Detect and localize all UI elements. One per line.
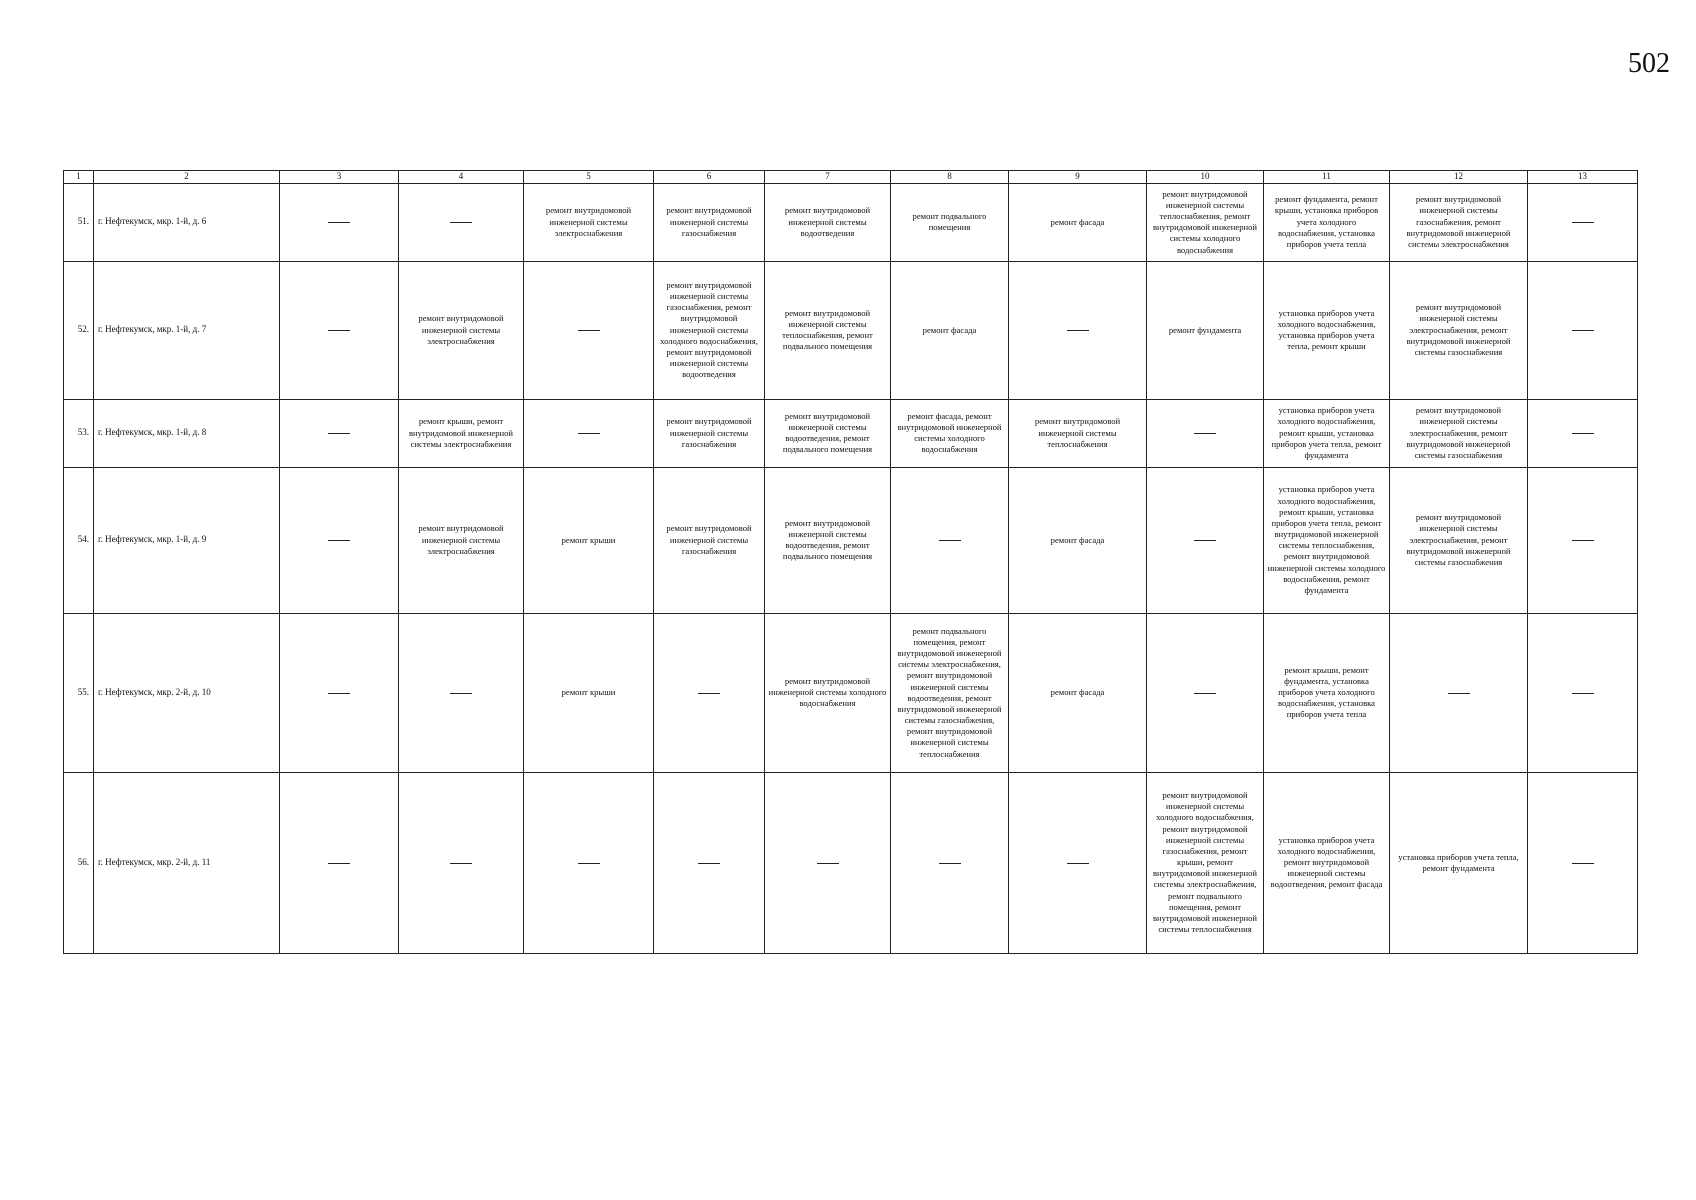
dash-mark	[1448, 693, 1470, 694]
column-header-4: 4	[399, 171, 524, 184]
work-cell-col-12: ремонт внутридомовой инженерной системы электроснабжения, ремонт внутридомовой инженерной системы газоснабжения	[1390, 399, 1528, 467]
work-cell-col-5: ремонт крыши	[524, 613, 654, 772]
empty-cell-dash	[399, 613, 524, 772]
work-cell-col-11: установка приборов учета холодного водоснабжения, ремонт внутридомовой инженерной системы водоотведения, ремонт фасада	[1264, 772, 1390, 953]
dash-mark	[450, 222, 472, 223]
work-cell-col-4: ремонт внутридомовой инженерной системы электроснабжения	[399, 261, 524, 399]
empty-cell-dash	[1528, 183, 1638, 261]
work-cell-col-12: установка приборов учета тепла, ремонт фундамента	[1390, 772, 1528, 953]
column-header-7: 7	[765, 171, 891, 184]
empty-cell-dash	[524, 772, 654, 953]
empty-cell-dash	[1009, 772, 1147, 953]
work-cell-col-8: ремонт фасада, ремонт внутридомовой инженерной системы холодного водоснабжения	[891, 399, 1009, 467]
page-number: 502	[1628, 48, 1670, 79]
empty-cell-dash	[654, 772, 765, 953]
empty-cell-dash	[280, 613, 399, 772]
empty-cell-dash	[1528, 261, 1638, 399]
work-cell-col-6: ремонт внутридомовой инженерной системы газоснабжения	[654, 183, 765, 261]
table-row	[64, 183, 1638, 261]
row-address: г. Нефтекумск, мкр. 1-й, д. 6	[94, 183, 280, 261]
dash-mark	[578, 433, 600, 434]
dash-mark	[1572, 540, 1594, 541]
dash-mark	[1194, 433, 1216, 434]
empty-cell-dash	[1147, 399, 1264, 467]
row-number: 52.	[64, 261, 94, 399]
row-number: 53.	[64, 399, 94, 467]
dash-mark	[578, 330, 600, 331]
work-cell-col-11: установка приборов учета холодного водоснабжения, ремонт крыши, установка приборов учета тепла, ремонт фундамента	[1264, 399, 1390, 467]
row-address: г. Нефтекумск, мкр. 2-й, д. 11	[94, 772, 280, 953]
work-cell-col-8: ремонт подвального помещения	[891, 183, 1009, 261]
work-cell-col-11: ремонт крыши, ремонт фундамента, установка приборов учета холодного водоснабжения, установка приборов учета тепла	[1264, 613, 1390, 772]
dash-mark	[1194, 693, 1216, 694]
column-header-3: 3	[280, 171, 399, 184]
dash-mark	[328, 863, 350, 864]
work-cell-col-7: ремонт внутридомовой инженерной системы теплоснабжения, ремонт подвального помещения	[765, 261, 891, 399]
work-cell-col-7: ремонт внутридомовой инженерной системы водоотведения, ремонт подвального помещения	[765, 467, 891, 613]
work-cell-col-9: ремонт фасада	[1009, 613, 1147, 772]
row-address: г. Нефтекумск, мкр. 1-й, д. 7	[94, 261, 280, 399]
dash-mark	[1067, 330, 1089, 331]
empty-cell-dash	[1528, 613, 1638, 772]
empty-cell-dash	[765, 772, 891, 953]
column-header-10: 10	[1147, 171, 1264, 184]
work-cell-col-9: ремонт фасада	[1009, 467, 1147, 613]
work-cell-col-7: ремонт внутридомовой инженерной системы холодного водоснабжения	[765, 613, 891, 772]
dash-mark	[328, 693, 350, 694]
column-number-header	[64, 171, 1638, 184]
work-cell-col-5: ремонт внутридомовой инженерной системы электроснабжения	[524, 183, 654, 261]
empty-cell-dash	[280, 183, 399, 261]
work-cell-col-10: ремонт фундамента	[1147, 261, 1264, 399]
work-cell-col-6: ремонт внутридомовой инженерной системы газоснабжения	[654, 467, 765, 613]
column-header-12: 12	[1390, 171, 1528, 184]
row-address: г. Нефтекумск, мкр. 2-й, д. 10	[94, 613, 280, 772]
work-cell-col-10: ремонт внутридомовой инженерной системы холодного водоснабжения, ремонт внутридомовой инженерной системы газоснабжения, ремонт крыши, ремонт внутридомовой инженерной системы электроснабжения, ремонт подвального помещения, ремонт внутридомовой инженерной системы теплоснабжения	[1147, 772, 1264, 953]
empty-cell-dash	[1147, 467, 1264, 613]
dash-mark	[1572, 433, 1594, 434]
column-header-5: 5	[524, 171, 654, 184]
column-header-11: 11	[1264, 171, 1390, 184]
empty-cell-dash	[891, 772, 1009, 953]
dash-mark	[328, 433, 350, 434]
empty-cell-dash	[1009, 261, 1147, 399]
work-cell-col-12: ремонт внутридомовой инженерной системы электроснабжения, ремонт внутридомовой инженерной системы газоснабжения	[1390, 467, 1528, 613]
dash-mark	[1572, 693, 1594, 694]
table-body	[64, 183, 1638, 953]
work-cell-col-6: ремонт внутридомовой инженерной системы газоснабжения, ремонт внутридомовой инженерной системы холодного водоснабжения, ремонт внутридомовой инженерной системы водоотведения	[654, 261, 765, 399]
row-number: 55.	[64, 613, 94, 772]
row-address: г. Нефтекумск, мкр. 1-й, д. 8	[94, 399, 280, 467]
work-cell-col-8: ремонт фасада	[891, 261, 1009, 399]
dash-mark	[328, 222, 350, 223]
dash-mark	[817, 863, 839, 864]
work-cell-col-4: ремонт крыши, ремонт внутридомовой инженерной системы электроснабжения	[399, 399, 524, 467]
work-cell-col-11: ремонт фундамента, ремонт крыши, установка приборов учета холодного водоснабжения, установка приборов учета тепла	[1264, 183, 1390, 261]
empty-cell-dash	[399, 183, 524, 261]
dash-mark	[1067, 863, 1089, 864]
column-header-6: 6	[654, 171, 765, 184]
work-cell-col-9: ремонт фасада	[1009, 183, 1147, 261]
dash-mark	[1572, 222, 1594, 223]
work-cell-col-11: установка приборов учета холодного водоснабжения, установка приборов учета тепла, ремонт крыши	[1264, 261, 1390, 399]
empty-cell-dash	[1528, 399, 1638, 467]
dash-mark	[698, 863, 720, 864]
work-cell-col-6: ремонт внутридомовой инженерной системы газоснабжения	[654, 399, 765, 467]
empty-cell-dash	[891, 467, 1009, 613]
empty-cell-dash	[280, 261, 399, 399]
empty-cell-dash	[654, 613, 765, 772]
dash-mark	[450, 693, 472, 694]
column-header-13: 13	[1528, 171, 1638, 184]
column-header-2: 2	[94, 171, 280, 184]
empty-cell-dash	[280, 772, 399, 953]
table-row	[64, 613, 1638, 772]
column-header-1: 1	[64, 171, 94, 184]
empty-cell-dash	[1528, 467, 1638, 613]
row-address: г. Нефтекумск, мкр. 1-й, д. 9	[94, 467, 280, 613]
work-cell-col-7: ремонт внутридомовой инженерной системы водоотведения	[765, 183, 891, 261]
dash-mark	[450, 863, 472, 864]
work-cell-col-9: ремонт внутридомовой инженерной системы теплоснабжения	[1009, 399, 1147, 467]
work-cell-col-12: ремонт внутридомовой инженерной системы электроснабжения, ремонт внутридомовой инженерной системы газоснабжения	[1390, 261, 1528, 399]
dash-mark	[1572, 863, 1594, 864]
work-cell-col-7: ремонт внутридомовой инженерной системы водоотведения, ремонт подвального помещения	[765, 399, 891, 467]
dash-mark	[698, 693, 720, 694]
row-number: 56.	[64, 772, 94, 953]
dash-mark	[328, 540, 350, 541]
work-cell-col-11: установка приборов учета холодного водоснабжения, ремонт крыши, установка приборов учета тепла, ремонт внутридомовой инженерной системы теплоснабжения, ремонт внутридомовой инженерной системы холодного водоснабжения, ремонт фундамента	[1264, 467, 1390, 613]
dash-mark	[328, 330, 350, 331]
dash-mark	[1572, 330, 1594, 331]
empty-cell-dash	[524, 399, 654, 467]
row-number: 54.	[64, 467, 94, 613]
empty-cell-dash	[1390, 613, 1528, 772]
empty-cell-dash	[399, 772, 524, 953]
work-cell-col-5: ремонт крыши	[524, 467, 654, 613]
table-row	[64, 399, 1638, 467]
dash-mark	[939, 540, 961, 541]
repair-schedule-table	[63, 170, 1638, 954]
dash-mark	[578, 863, 600, 864]
empty-cell-dash	[1147, 613, 1264, 772]
row-number: 51.	[64, 183, 94, 261]
work-cell-col-4: ремонт внутридомовой инженерной системы электроснабжения	[399, 467, 524, 613]
work-cell-col-10: ремонт внутридомовой инженерной системы теплоснабжения, ремонт внутридомовой инженерной системы холодного водоснабжения	[1147, 183, 1264, 261]
column-header-9: 9	[1009, 171, 1147, 184]
column-header-8: 8	[891, 171, 1009, 184]
work-cell-col-12: ремонт внутридомовой инженерной системы газоснабжения, ремонт внутридомовой инженерной системы электроснабжения	[1390, 183, 1528, 261]
table-row	[64, 261, 1638, 399]
empty-cell-dash	[280, 467, 399, 613]
empty-cell-dash	[280, 399, 399, 467]
dash-mark	[939, 863, 961, 864]
table-row	[64, 772, 1638, 953]
table-row	[64, 467, 1638, 613]
empty-cell-dash	[1528, 772, 1638, 953]
work-cell-col-8: ремонт подвального помещения, ремонт внутридомовой инженерной системы электроснабжения, ремонт внутридомовой инженерной системы водоотведения, ремонт внутридомовой инженерной системы газоснабжения, ремонт внутридомовой инженерной системы теплоснабжения	[891, 613, 1009, 772]
dash-mark	[1194, 540, 1216, 541]
empty-cell-dash	[524, 261, 654, 399]
